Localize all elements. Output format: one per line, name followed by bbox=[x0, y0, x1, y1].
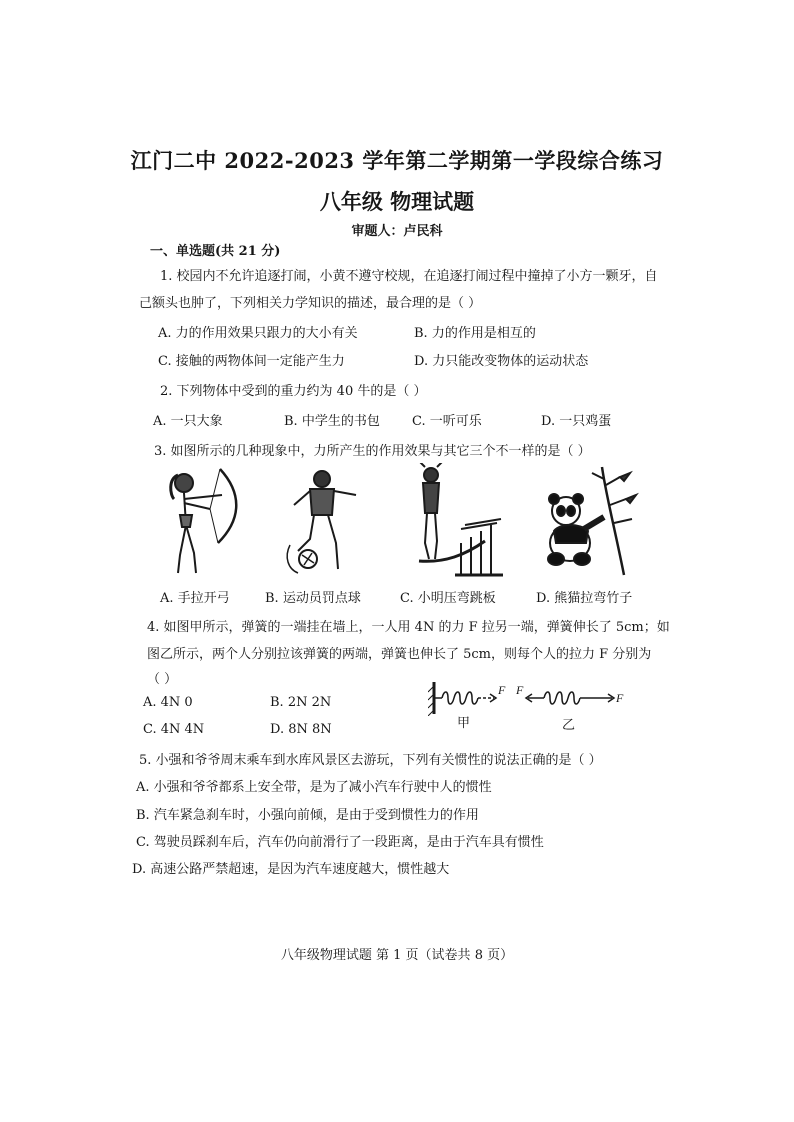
q4-option-d: D. 8N 8N bbox=[270, 722, 332, 737]
q3-option-b: B. 运动员罚点球 bbox=[265, 591, 361, 606]
q5-option-d: D. 高速公路严禁超速，是因为汽车速度越大，惯性越大 bbox=[132, 862, 450, 877]
diving-board-figure bbox=[405, 463, 505, 578]
q2-stem: 2. 下列物体中受到的重力约为 40 牛的是（ ） bbox=[160, 384, 427, 399]
q5-option-b: B. 汽车紧急刹车时，小强向前倾，是由于受到惯性力的作用 bbox=[136, 808, 479, 823]
fig-label-yi: 乙 bbox=[562, 718, 576, 733]
q1-stem-line1: 1. 校园内不允许追逐打闹，小黄不遵守校规，在追逐打闹过程中撞掉了小方一颗牙，自 bbox=[160, 269, 658, 284]
q4-stem-line1: 4. 如图甲所示，弹簧的一端挂在墙上，一人用 4N 的力 F 拉另一端，弹簧伸长了 5cm；如 bbox=[147, 620, 670, 635]
q2-option-a: A. 一只大象 bbox=[153, 414, 223, 429]
exam-title: 江门二中 2022-2023 学年第二学期第一学段综合练习 bbox=[130, 148, 664, 173]
archer-figure bbox=[160, 465, 240, 580]
q2-option-c: C. 一听可乐 bbox=[412, 414, 482, 429]
yi-right-force-label: F bbox=[616, 691, 624, 705]
q4-option-c: C. 4N 4N bbox=[143, 722, 205, 737]
q4-stem-line2: 图乙所示，两个人分别拉该弹簧的两端，弹簧也伸长了 5cm，则每个人的拉力 F 分别为 bbox=[147, 647, 652, 662]
q1-option-d: D. 力只能改变物体的运动状态 bbox=[414, 354, 589, 369]
q4-option-b: B. 2N 2N bbox=[270, 695, 332, 710]
q2-option-b: B. 中学生的书包 bbox=[284, 414, 380, 429]
q4-stem-line3: （ ） bbox=[147, 672, 178, 687]
q3-option-a: A. 手拉开弓 bbox=[160, 591, 230, 606]
fig-label-jia: 甲 bbox=[457, 716, 471, 731]
spring-diagram bbox=[428, 680, 634, 716]
q2-option-d: D. 一只鸡蛋 bbox=[541, 414, 612, 429]
reviewer-line: 审题人：卢民科 bbox=[351, 224, 443, 239]
q3-stem: 3. 如图所示的几种现象中，力所产生的作用效果与其它三个不一样的是（ ） bbox=[154, 444, 591, 459]
kicker-figure bbox=[280, 465, 370, 580]
q1-stem-line2: 己额头也肿了，下列相关力学知识的描述，最合理的是（ ） bbox=[139, 296, 482, 311]
q1-option-c: C. 接触的两物体间一定能产生力 bbox=[158, 354, 345, 369]
page-footer: 八年级物理试题 第 1 页（试卷共 8 页） bbox=[280, 948, 514, 963]
q3-option-c: C. 小明压弯跳板 bbox=[400, 591, 496, 606]
q5-option-c: C. 驾驶员踩刹车后，汽车仍向前滑行了一段距离，是由于汽车具有惯性 bbox=[136, 835, 544, 850]
q3-option-d: D. 熊猫拉弯竹子 bbox=[536, 591, 633, 606]
panda-bamboo-figure bbox=[540, 465, 640, 580]
yi-left-force-label: F bbox=[516, 683, 524, 697]
q1-option-b: B. 力的作用是相互的 bbox=[414, 326, 536, 341]
q5-stem: 5. 小强和爷爷周末乘车到水库风景区去游玩，下列有关惯性的说法正确的是（ ） bbox=[139, 753, 602, 768]
section-heading: 一、单选题(共 21 分) bbox=[150, 244, 281, 259]
q5-option-a: A. 小强和爷爷都系上安全带，是为了减小汽车行驶中人的惯性 bbox=[136, 780, 492, 795]
exam-subtitle: 八年级 物理试题 bbox=[319, 189, 475, 214]
q1-option-a: A. 力的作用效果只跟力的大小有关 bbox=[158, 326, 358, 341]
jia-force-label: F bbox=[498, 683, 506, 697]
q4-option-a: A. 4N 0 bbox=[143, 695, 193, 710]
